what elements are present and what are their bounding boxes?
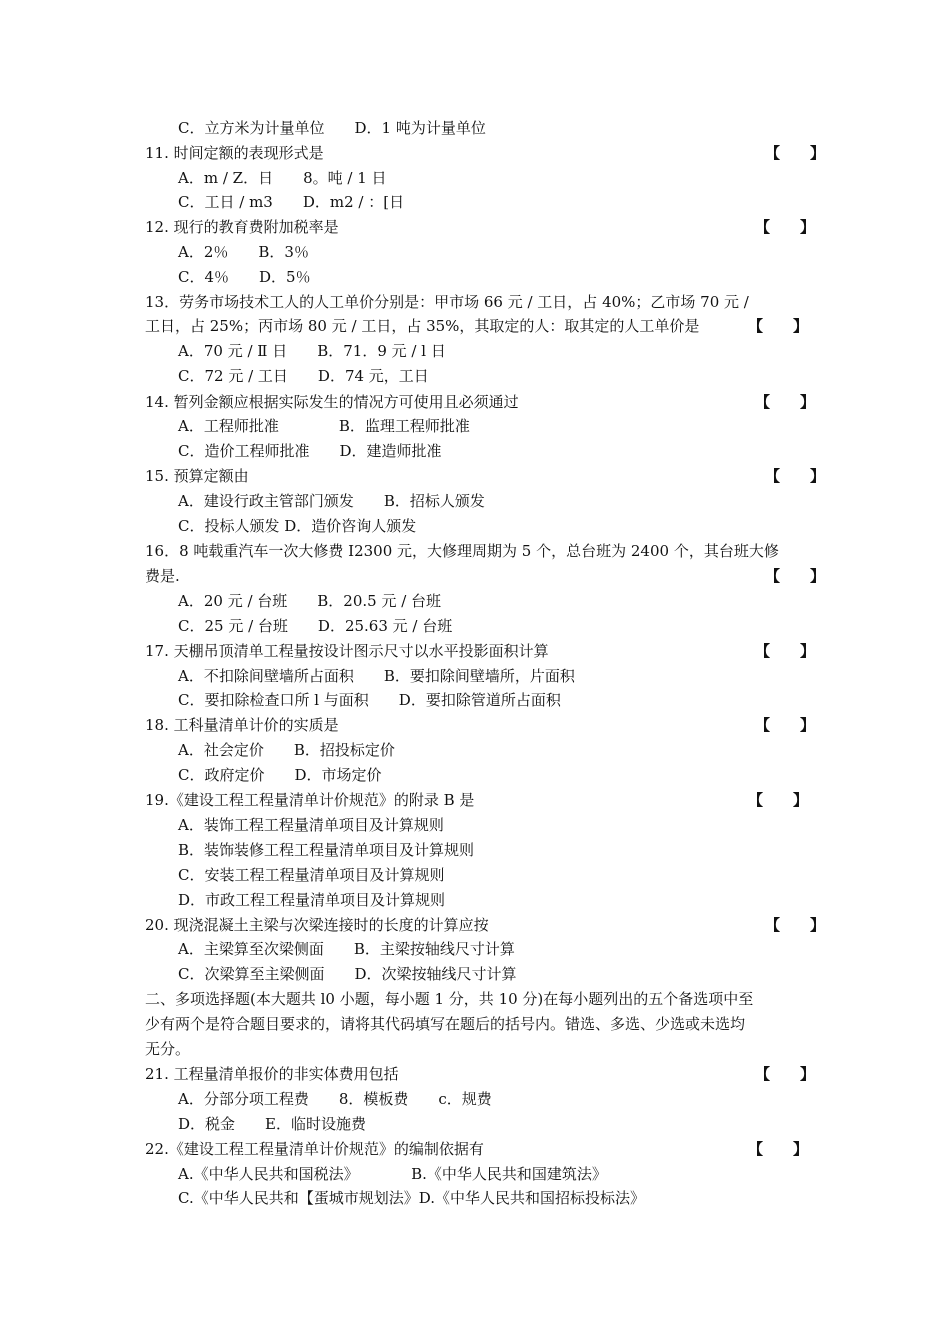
option-line: A．2％ B．3％: [178, 243, 309, 261]
option-line: A．m / Z．日 8。吨 / 1 日: [178, 169, 387, 187]
answer-bracket: 【 】: [765, 916, 826, 934]
option-line: A．社会定价 B．招投标定价: [178, 741, 395, 759]
question-line: 11. 时间定额的表现形式是: [145, 144, 324, 162]
option-line: A．工程师批准 B．监理工程师批准: [178, 417, 470, 435]
paragraph-line: 工日，占 25%；丙市场 80 元 / 工日，占 35%，其取定的人：取其定的人工单价是: [145, 317, 700, 335]
answer-bracket: 【 】: [748, 317, 809, 335]
option-line: C．投标人颁发 D．造价咨询人颁发: [178, 517, 417, 535]
question-line: 12. 现行的教育费附加税率是: [145, 218, 339, 236]
option-line: A．20 元 / 台班 B．20.5 元 / 台班: [178, 592, 442, 610]
question-line: 17. 天棚吊顶清单工程量按设计图示尺寸以水平投影面积计算: [145, 642, 549, 660]
answer-bracket: 【 】: [755, 716, 816, 734]
answer-bracket: 【 】: [755, 642, 816, 660]
question-line: 13．劳务市场技术工人的人工单价分别是：甲市场 66 元 / 工日，占 40%；乙市场 70 元 /: [145, 293, 749, 311]
option-line: C．立方米为计量单位 D．1 吨为计量单位: [178, 119, 486, 137]
answer-bracket: 【 】: [765, 144, 826, 162]
answer-bracket: 【 】: [748, 791, 809, 809]
option-line: D．税金 E．临时设施费: [178, 1115, 366, 1133]
option-line: C．次梁算至主梁侧面 D．次梁按轴线尺寸计算: [178, 965, 517, 983]
option-line: C．要扣除检查口所 l 与面积 D．要扣除管道所占面积: [178, 691, 561, 709]
option-line: C．4％ D．5％: [178, 268, 311, 286]
option-line: C．72 元 / 工日 D．74 元，工日: [178, 367, 429, 385]
answer-bracket: 【 】: [748, 1140, 809, 1158]
question-line: 20. 现浇混凝土主梁与次梁连接时的长度的计算应按: [145, 916, 489, 934]
question-line: 21. 工程量清单报价的非实体费用包括: [145, 1065, 399, 1083]
option-line: A．分部分项工程费 8．模板费 c．规费: [178, 1090, 492, 1108]
option-line: C．工日 / m3 D．m2 / ：[日: [178, 193, 405, 211]
answer-bracket: 【 】: [755, 218, 816, 236]
option-line: A．70 元 / Ⅱ 日 B．71．9 元 / l 日: [178, 342, 446, 360]
question-line: 14. 暂列金额应根据实际发生的情况方可使用且必须通过: [145, 393, 519, 411]
option-line: C．造价工程师批准 D．建造师批准: [178, 442, 442, 460]
option-line: C．政府定价 D．市场定价: [178, 766, 382, 784]
option-line: A．不扣除间壁墙所占面积 B．要扣除间壁墙所，片面积: [178, 667, 575, 685]
paragraph-line: 无分。: [145, 1040, 191, 1058]
option-line: A．装饰工程工程量清单项目及计算规则: [178, 816, 444, 834]
question-line: 22.《建设工程工程量清单计价规范》的编制依据有: [145, 1140, 484, 1158]
option-line: A．建设行政主管部门颁发 B．招标人颁发: [178, 492, 485, 510]
option-line: C．25 元 / 台班 D．25.63 元 / 台班: [178, 617, 453, 635]
question-line: 15. 预算定额由: [145, 467, 249, 485]
paragraph-line: 费是.: [145, 567, 180, 585]
option-line: A.《中华人民共和国税法》 B.《中华人民共和国建筑法》: [178, 1165, 607, 1183]
option-line: A．主梁算至次梁侧面 B．主梁按轴线尺寸计算: [178, 940, 515, 958]
question-line: 19.《建设工程工程量清单计价规范》的附录 B 是: [145, 791, 475, 809]
option-line: C．安装工程工程量清单项目及计算规则: [178, 866, 445, 884]
option-line: D．市政工程工程量清单项目及计算规则: [178, 891, 446, 909]
answer-bracket: 【 】: [755, 393, 816, 411]
option-line: C.《中华人民共和【蛋城市规划法》D.《中华人民共和国招标投标法》: [178, 1189, 645, 1207]
answer-bracket: 【 】: [755, 1065, 816, 1083]
question-line: 18. 工科量清单计价的实质是: [145, 716, 339, 734]
answer-bracket: 【 】: [765, 567, 826, 585]
paragraph-line: 少有两个是符合题目要求的，请将其代码填写在题后的括号内。错选、多选、少选或未选均: [145, 1015, 746, 1033]
question-line: 16．8 吨载重汽车一次大修费 I2300 元，大修理周期为 5 个，总台班为 2400 个，其台班大修: [145, 542, 779, 560]
option-line: B．装饰装修工程工程量清单项目及计算规则: [178, 841, 475, 859]
answer-bracket: 【 】: [765, 467, 826, 485]
paragraph-line: 二、多项选择题(本大题共 l0 小题，每小题 1 分，共 10 分)在每小题列出的五个备选项中至: [145, 990, 754, 1008]
